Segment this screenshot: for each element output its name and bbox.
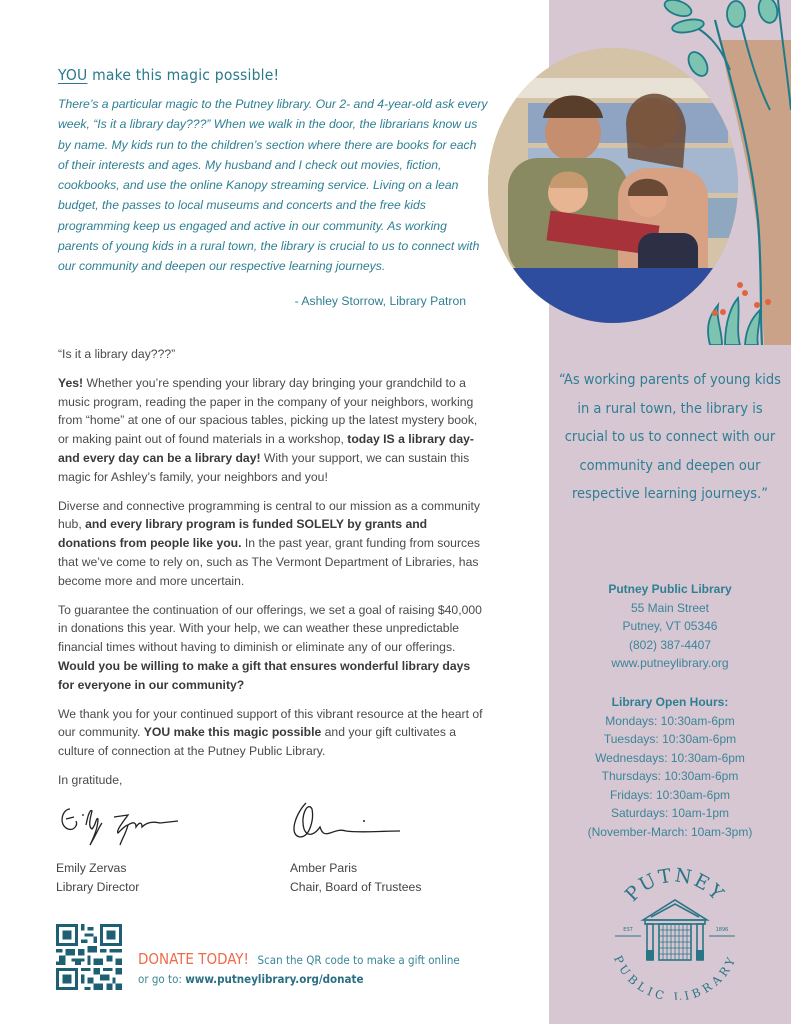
letter-body: [58, 345, 483, 800]
section-heading: [58, 66, 279, 84]
donate-call-to-action: [138, 949, 460, 968]
logo-est-label: EST: [623, 927, 633, 933]
hours-item: Tuesdays: 10:30am-6pm: [603, 732, 737, 746]
letter-paragraph-3: [58, 601, 483, 695]
donate-url-link[interactable]: www.putneylibrary.org/donate: [185, 972, 364, 986]
family-reading-photo: [488, 48, 738, 323]
signer-name: Emily Zervas: [56, 861, 127, 875]
body-text: In the past year, grant funding from sources that we’ve come to rely on, such as The Vermont Department of Libraries, has become more and more uncertain.: [58, 536, 480, 588]
letter-closing: In gratitude,: [58, 772, 123, 787]
logo-bottom-text: PUBLIC LIBRARY: [610, 953, 740, 1000]
hours-item: Fridays: 10:30am-6pm: [609, 787, 731, 802]
letter-paragraph-2: [58, 497, 483, 591]
donate-section: [56, 924, 506, 994]
signature-amber-paris: [290, 795, 420, 850]
signer-title: Chair, Board of Trustees: [290, 880, 422, 894]
signer-title: Library Director: [56, 880, 140, 894]
body-text: Diverse and connective programming is central to our mission as a community hub,: [58, 498, 480, 532]
hours-item: Mondays: 10:30am-6pm: [605, 713, 735, 728]
letter-paragraph-1: [58, 374, 483, 487]
signature-emily-zervas: [56, 795, 186, 850]
bold-text: YOU make this magic possible: [143, 725, 322, 740]
hours-title: Library Open Hours:: [611, 695, 729, 709]
bold-text: and every library program is funded SOLELY by grants and donations from people like you.: [58, 517, 428, 551]
hours-item: Thursdays: 10:30am-6pm: [601, 769, 739, 783]
body-text: To guarantee the continuation of our offerings, we set a goal of raising $40,000 in donations this year. With your help, we can weather these unpredictable financial times without having to diminish or eliminate any of our offerings.: [58, 602, 482, 655]
bold-text: Yes!: [58, 375, 84, 390]
body-text: and your gift cultivates a culture of connection at the Putney Public Library.: [58, 725, 457, 759]
putney-library-logo-icon: [605, 862, 745, 1000]
letter-opening: “Is it a library day???”: [58, 347, 176, 361]
bold-text: today IS a library day- and every day can be a library day!: [58, 432, 474, 465]
hours-item: Saturdays: 10am-1pm: [610, 806, 730, 820]
body-text: Whether you’re spending your library day bringing your grandchild to a music program, reading the paper in the company of your neighbors, working from “home” at one of our spacious tables, picking up the latest mystery book, or making paint out of found materials in a workshop,: [58, 375, 478, 447]
hours-item: Wednesdays: 10:30am-6pm: [595, 750, 745, 765]
library-name: Putney Public Library: [608, 582, 732, 596]
signature-block-director: [56, 795, 186, 897]
logo-top-text: PUTNEY: [621, 864, 729, 906]
letter-paragraph-4: [58, 705, 483, 761]
hours-item: (November-March: 10am-3pm): [587, 824, 753, 839]
testimonial-attribution: - Ashley Storrow, Library Patron: [294, 294, 466, 308]
signature-block-chair: [290, 795, 421, 897]
signer-name: Amber Paris: [290, 861, 358, 875]
donate-url-prefix: or go to:: [138, 972, 182, 986]
pull-quote: “As working parents of young kids in a rural town, the library is crucial to us to connect with our community and deepen our respective learning journeys.”: [559, 372, 781, 502]
qr-code-icon[interactable]: [56, 924, 122, 990]
library-street: 55 Main Street: [630, 600, 710, 615]
heading-emphasis: YOU: [58, 66, 88, 84]
donate-description: Scan the QR code to make a gift online: [257, 953, 460, 967]
donate-title: DONATE TODAY!: [138, 950, 249, 968]
library-phone: (802) 387-4407: [628, 637, 712, 652]
heading-rest: make this magic possible!: [92, 66, 280, 84]
open-hours: [556, 693, 784, 841]
logo-est-year: 1896: [715, 927, 729, 933]
library-city: Putney, VT 05346: [622, 619, 718, 633]
testimonial-quote: There’s a particular magic to the Putney library. Our 2- and 4-year-old ask every week, “Is it a library day???” When we walk in the door, the librarians know us by name. My kids run to the children’s section where there are books for each of their interests and ages. My husband and I check out movies, fiction, cookbooks, and use the online Kanopy streaming service. Living on a lean budget, the passes to local museums and concerts and the free kids programming keep us engaged and active in our community. As working parents of young kids in a rural town, the library is crucial to us to connect with our community and deepen our respective learning journeys.: [58, 97, 488, 274]
library-website[interactable]: www.putneylibrary.org: [611, 656, 729, 670]
bold-text: Would you be willing to make a gift that ensures wonderful library days for everyone in our community?: [58, 658, 471, 692]
contact-info: [556, 580, 784, 673]
donate-url-line: [138, 972, 363, 986]
photo-illustration-icon: [488, 48, 738, 323]
body-text: We thank you for your continued support of this vibrant resource at the heart of our community.: [58, 706, 483, 740]
body-text: With your support, we can sustain this magic for Ashley’s family, your neighbors and you!: [58, 450, 470, 484]
